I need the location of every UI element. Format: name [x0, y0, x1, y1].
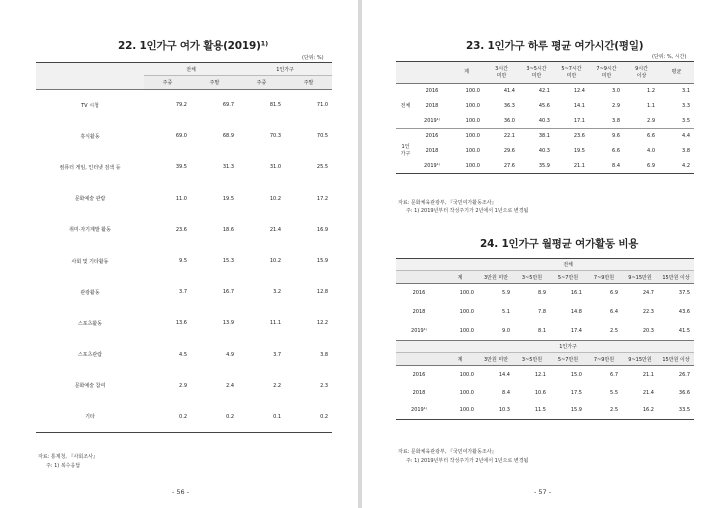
- table22-cell: 10.2: [269, 195, 282, 202]
- table24-cell: 24.7: [642, 290, 654, 297]
- table22-row: [36, 90, 332, 121]
- table23-cell: 3.1: [682, 88, 690, 95]
- table24-group-label: 1인가구: [442, 341, 694, 353]
- table23-cell: 1.2: [647, 88, 655, 95]
- table23-cell: 27.6: [503, 162, 515, 169]
- table22-cell: 16.9: [316, 226, 329, 233]
- table24-cell: 100.0: [459, 290, 474, 297]
- table22-cell: 71.0: [316, 102, 329, 109]
- table22-cell: 2.9: [179, 382, 187, 389]
- table22-cell: 68.9: [222, 133, 235, 140]
- table22-cell: 31.0: [269, 164, 282, 171]
- table22-cell: 2.3: [320, 382, 329, 389]
- table24-header: 5~7만원: [550, 353, 586, 366]
- page-number-left: - 56 -: [172, 488, 190, 496]
- table22-subheader: 주말: [191, 76, 238, 90]
- table23-row: [396, 114, 694, 129]
- table22-row-label: 스포츠활동: [77, 320, 103, 327]
- table24-cell: 5.5: [610, 389, 618, 396]
- table24-footnote: 주: 1) 2019년부터 작성주기가 2년에서 1년으로 변경됨: [406, 458, 529, 464]
- table23-header: 3~5시간 미만: [519, 62, 554, 84]
- table23-cell: 29.6: [503, 148, 515, 154]
- table22-cell: 15.9: [316, 258, 329, 265]
- table24-cell: 37.5: [678, 290, 691, 297]
- table24-row: [396, 303, 694, 322]
- table23-cell: 4.2: [682, 162, 690, 169]
- table23-cell: 100.0: [449, 114, 484, 129]
- table24-cell: 15.9: [570, 407, 582, 414]
- table22-cell: 0.1: [273, 413, 282, 420]
- table24-cell: 6.7: [610, 371, 618, 378]
- table22-cell: 21.4: [269, 226, 282, 233]
- table24-cell: 9.0: [502, 327, 510, 334]
- table24-cell: 100.0: [459, 327, 474, 334]
- table24-cell: 5.9: [502, 290, 510, 297]
- table23-cell: 38.1: [538, 133, 550, 140]
- table24-header: 7~9만원: [586, 353, 622, 366]
- table23-cell: 42.1: [538, 88, 550, 95]
- table22-cell: 81.5: [269, 102, 282, 109]
- table22-row: [36, 401, 332, 432]
- table22-cell: 4.9: [226, 351, 235, 358]
- table24-cell: 8.9: [538, 290, 546, 297]
- left-page: [0, 0, 358, 508]
- table24-row: [396, 322, 694, 341]
- table23-cell: 6.6: [647, 133, 655, 140]
- table24-cell: 6.9: [610, 290, 618, 297]
- table24-header: 15만원 이상: [658, 271, 694, 284]
- table23-cell: 36.3: [503, 103, 515, 109]
- table22-cell: 13.6: [175, 320, 187, 327]
- table22-row-label: 휴식활동: [80, 133, 100, 140]
- table22-row: [36, 370, 332, 401]
- table23-header: 3시간 미만: [484, 62, 519, 84]
- table22-row-label: 컴퓨터 게임, 인터넷 검색 등: [59, 164, 121, 171]
- table24-cell: 33.5: [678, 407, 691, 414]
- table24-cell: 15.0: [570, 371, 582, 378]
- table22-row-label: 취미·자기계발 활동: [69, 227, 111, 234]
- table23-cell: 2.9: [612, 103, 620, 109]
- table22-cell: 3.8: [320, 351, 329, 358]
- table24-header: 3만원 미만: [478, 271, 514, 284]
- table23-cell: 2.9: [624, 114, 659, 129]
- table23-cell: 19.5: [573, 148, 585, 154]
- table22-cell: 25.5: [316, 164, 329, 171]
- table24-corner: [396, 271, 442, 284]
- table24-cell: 22.3: [642, 309, 654, 315]
- table22-title: 22. 1인가구 여가 활용(2019)¹⁾: [118, 40, 268, 52]
- table24-header: 7~9만원: [586, 271, 622, 284]
- table22-cell: 39.5: [175, 164, 187, 171]
- table23-header: 평균: [659, 62, 694, 84]
- table23-group-label: 전체: [396, 84, 415, 129]
- table23-row: [396, 99, 694, 114]
- table22-group-all: 전체: [144, 63, 238, 76]
- table23-cell: 40.3: [519, 114, 554, 129]
- table22-cell: 0.2: [179, 413, 187, 420]
- table24-cell: 100.0: [459, 309, 474, 315]
- table24-cell: 100.0: [459, 407, 474, 414]
- table24-cell: 43.6: [678, 309, 691, 315]
- table24-cell: 7.8: [538, 309, 546, 315]
- table24-row: [396, 402, 694, 420]
- table24-cell: 8.4: [502, 389, 510, 396]
- table22-cell: 69.7: [222, 102, 235, 109]
- table22-subheader: 주말: [285, 76, 332, 90]
- table22-source-note: 자료: 통계청, 『사회조사』: [38, 454, 98, 460]
- table22-cell: 0.2: [320, 413, 329, 420]
- table23-unit: (단위: %, 시간): [652, 54, 687, 60]
- table22-row-label: 스포츠관람: [77, 352, 103, 359]
- table22-cell: 17.2: [316, 195, 329, 202]
- table22-cell: 16.7: [222, 289, 235, 296]
- table22-unit: (단위: %): [302, 55, 324, 61]
- table23-year: 2018: [425, 148, 439, 154]
- table22-cell: 79.2: [175, 102, 187, 109]
- table23-cell: 100.0: [465, 88, 480, 95]
- table24-year: 2016: [412, 290, 426, 297]
- table22-row-label: TV 시청: [81, 102, 99, 109]
- table23-row: [396, 159, 694, 174]
- table24-cell: 21.1: [642, 371, 654, 378]
- table22-cell: 2.4: [226, 382, 235, 389]
- table24-header: 계: [442, 353, 478, 366]
- table22-cell: 0.2: [226, 413, 235, 420]
- table22-row-label: 관광활동: [80, 289, 100, 296]
- table22-row-label: 기타: [85, 414, 95, 421]
- table22-row: [36, 277, 332, 308]
- table22-cell: 23.6: [175, 226, 187, 233]
- table24-cell: 10.3: [498, 407, 510, 414]
- table24-cell: 16.1: [570, 290, 582, 297]
- table24-header: 3~5만원: [514, 353, 550, 366]
- table24-cell: 20.3: [642, 327, 654, 334]
- table22-subheader: 주중: [144, 76, 191, 90]
- table24-row: [396, 284, 694, 303]
- table24-corner: [396, 353, 442, 366]
- table24-cell: 5.1: [502, 309, 510, 315]
- table24-header: 9~15만원: [622, 271, 658, 284]
- table23-cell: 12.4: [573, 88, 585, 95]
- table22-cell: 3.7: [179, 289, 187, 296]
- table23-cell: 35.9: [538, 162, 550, 169]
- table24-cell: 10.6: [534, 389, 546, 396]
- table22-row: [36, 339, 332, 370]
- table22-cell: 4.5: [179, 351, 187, 358]
- table24-corner: [396, 259, 442, 271]
- table24-year: 2018: [412, 389, 426, 396]
- table23-cell: 36.0: [484, 114, 519, 129]
- table23-cell: 3.8: [682, 148, 690, 154]
- table23-cell: 100.0: [465, 148, 480, 154]
- table22-cell: 13.9: [222, 320, 235, 327]
- table23-footnote: 주: 1) 2019년부터 작성주기가 2년에서 1년으로 변경됨: [406, 208, 529, 214]
- table23-cell: 3.8: [589, 114, 624, 129]
- table22-row: [36, 214, 332, 245]
- table23-header: 5~7시간 미만: [554, 62, 589, 84]
- table24-corner: [396, 341, 442, 353]
- table23-year: 2018: [425, 103, 439, 109]
- table23-cell: 4.0: [647, 148, 655, 154]
- table22-cell: 70.3: [269, 133, 282, 140]
- table22-row: [36, 152, 332, 183]
- table24-header-row: [396, 271, 694, 284]
- table24-cell: 100.0: [459, 389, 474, 396]
- table23-header: 9시간 이상: [624, 62, 659, 84]
- table22-row-label: 문화예술 참여: [74, 383, 106, 390]
- table23-title: 23. 1인가구 하루 평균 여가시간(평일): [466, 40, 644, 52]
- table23-cell: 21.1: [573, 162, 585, 169]
- table23-year: 2019¹⁾: [424, 162, 440, 169]
- table22-cell: 12.2: [316, 320, 329, 327]
- table24-year: 2019¹⁾: [411, 407, 427, 414]
- table22-row: [36, 121, 332, 152]
- table23-cell: 23.6: [573, 133, 585, 140]
- table23-cell: 4.4: [682, 133, 690, 140]
- table23-group-label: 1인 가구: [400, 144, 411, 157]
- table24-cell: 11.5: [534, 407, 546, 414]
- table23-cell: 8.4: [612, 162, 620, 169]
- table22-row: [36, 308, 332, 339]
- table22-cell: 15.3: [222, 258, 235, 265]
- table23-cell: 9.6: [612, 133, 620, 140]
- table24-header: 3~5만원: [514, 271, 550, 284]
- table22-row: [36, 183, 332, 214]
- table24-group-label: 전체: [442, 259, 694, 271]
- table24-group-row: [396, 259, 694, 271]
- table22-row-label: 문화예술 관람: [74, 196, 106, 203]
- table24-row: [396, 366, 694, 384]
- table24-year: 2019¹⁾: [411, 327, 427, 334]
- table24-group-row: [396, 341, 694, 353]
- table22-footnote: 주: 1) 복수응답: [46, 463, 81, 469]
- table24-row: [396, 384, 694, 402]
- table23-year: 2019¹⁾: [415, 114, 449, 129]
- table22-cell: 2.2: [273, 382, 282, 389]
- table24-cell: 12.1: [534, 371, 546, 378]
- table23-cell: 6.6: [612, 148, 620, 154]
- table24-source-note: 자료: 문화체육관광부, 『국민여가활동조사』: [398, 449, 497, 455]
- table24-header: 9~15만원: [622, 353, 658, 366]
- table24-cell: 17.5: [570, 389, 582, 396]
- table24-header: 5~7만원: [550, 271, 586, 284]
- table23-cell: 3.0: [612, 88, 620, 95]
- table23-year: 2016: [425, 133, 439, 140]
- table23-cell: 100.0: [465, 103, 480, 109]
- page-number-right: - 57 -: [534, 488, 552, 496]
- table22-cell: 11.1: [269, 320, 282, 327]
- table24-cell: 16.2: [642, 407, 654, 414]
- table24-cell: 41.5: [678, 327, 691, 334]
- table24-cell: 8.1: [538, 327, 546, 334]
- table22-cell: 69.0: [175, 133, 187, 140]
- right-page: [362, 0, 720, 508]
- table24-year: 2016: [412, 371, 426, 378]
- table22-cell: 11.0: [175, 195, 187, 202]
- table24-cell: 26.7: [678, 371, 691, 378]
- table24-cell: 21.4: [642, 389, 654, 396]
- table22-cell: 3.7: [273, 351, 282, 358]
- table22-cell: 19.5: [222, 195, 235, 202]
- table24: [396, 258, 694, 420]
- table23-row: [396, 84, 694, 99]
- table22-row: [36, 245, 332, 276]
- table24-cell: 14.8: [570, 309, 582, 315]
- table24-cell: 17.4: [570, 327, 582, 334]
- table23-header: 계: [449, 62, 484, 84]
- table23-cell: 1.1: [647, 103, 655, 109]
- table24-cell: 6.4: [610, 309, 618, 315]
- table23-cell: 41.4: [503, 88, 515, 95]
- table23-source-note: 자료: 문화체육관광부, 『국민여가활동조사』: [398, 200, 497, 206]
- table24-title: 24. 1인가구 월평균 여가활동 비용: [480, 238, 639, 250]
- table22-corner: [36, 63, 144, 90]
- table22-cell: 3.2: [273, 289, 282, 296]
- table22-cell: 10.2: [269, 258, 282, 265]
- table24-header: 계: [442, 271, 478, 284]
- table22-cell: 31.3: [222, 164, 235, 171]
- table23-cell: 14.1: [573, 103, 585, 109]
- table22-row-label: 사회 및 기타활동: [71, 258, 109, 265]
- table23-corner: [396, 62, 449, 84]
- table23-cell: 17.1: [554, 114, 589, 129]
- table22-cell: 12.8: [316, 289, 329, 296]
- table24-year: 2018: [412, 309, 426, 315]
- table22-cell: 70.5: [316, 133, 329, 140]
- table22-subheader: 주중: [238, 76, 285, 90]
- table24-header-row: [396, 353, 694, 366]
- table24-cell: 36.6: [678, 389, 691, 396]
- table23-cell: 22.1: [503, 133, 515, 140]
- table23-year: 2016: [425, 88, 439, 95]
- table23-cell: 3.5: [659, 114, 694, 129]
- table23-row: [396, 129, 694, 144]
- table24-cell: 2.5: [610, 327, 618, 334]
- table22-cell: 18.6: [222, 226, 235, 233]
- table23-cell: 6.9: [647, 162, 655, 169]
- table24-cell: 100.0: [459, 371, 474, 378]
- table23-row: [396, 144, 694, 159]
- table22-cell: 9.5: [179, 258, 187, 265]
- table23-cell: 100.0: [465, 162, 480, 169]
- table23-header: 7~9시간 미만: [589, 62, 624, 84]
- table24-cell: 2.5: [610, 407, 618, 414]
- table22: [36, 62, 332, 433]
- table24-header: 15만원 이상: [658, 353, 694, 366]
- table23-cell: 40.3: [538, 148, 550, 154]
- table22-group-single: 1인가구: [238, 63, 332, 76]
- table24-cell: 14.4: [498, 371, 510, 378]
- table23-cell: 3.3: [682, 103, 690, 109]
- table23-cell: 100.0: [465, 133, 480, 140]
- table23-cell: 45.6: [538, 103, 550, 109]
- table23: [396, 61, 694, 174]
- table24-header: 3만원 미만: [478, 353, 514, 366]
